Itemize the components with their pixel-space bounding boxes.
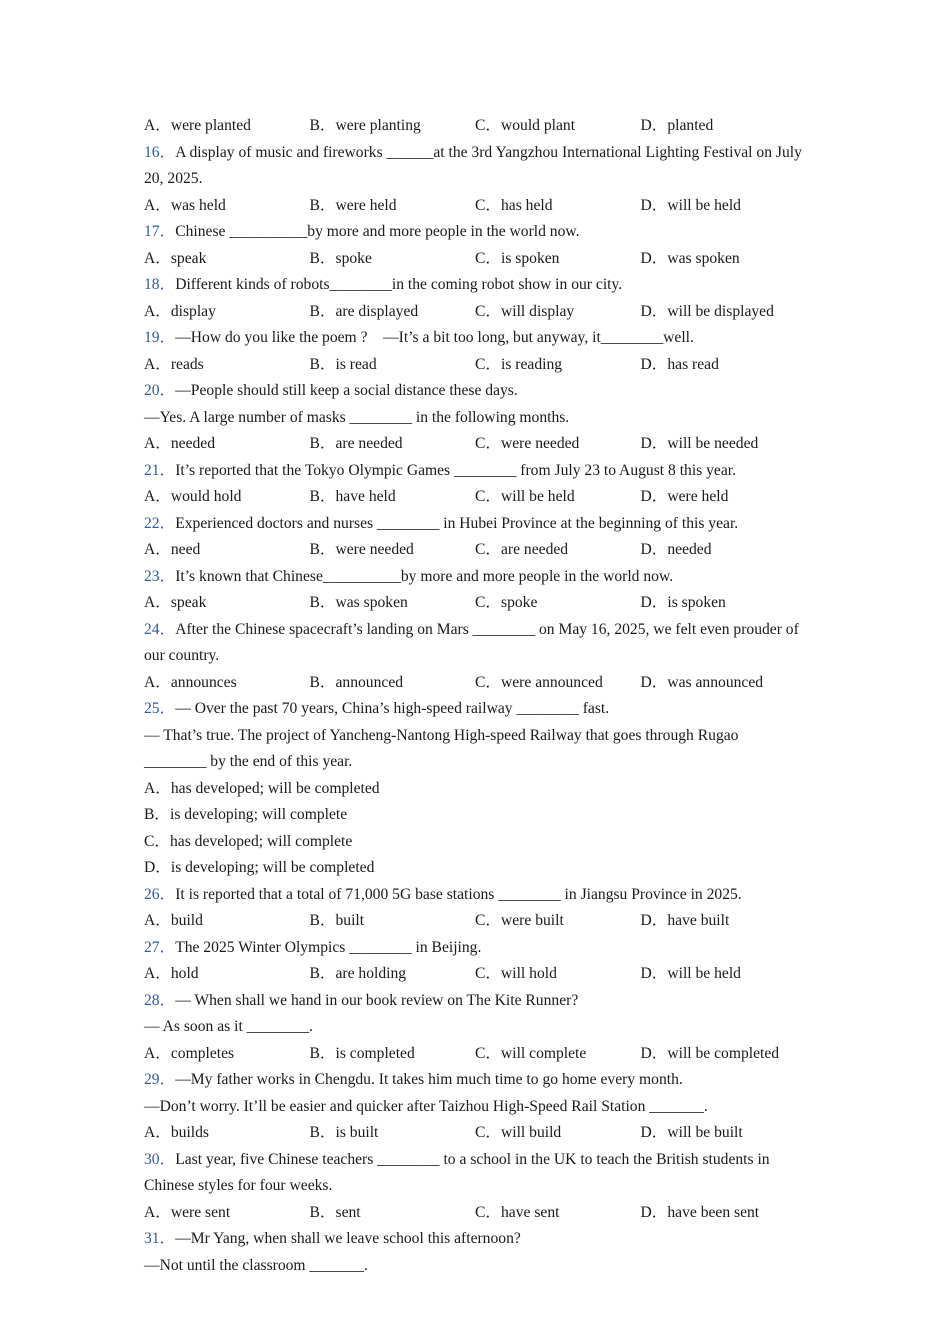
question-stem	[144, 1147, 804, 1200]
option[interactable]: B．were held	[309, 196, 397, 214]
option[interactable]: C．were announced	[475, 673, 603, 691]
option[interactable]: B．is developing; will complete	[144, 806, 348, 823]
options-row	[144, 961, 804, 988]
options-row	[144, 1200, 804, 1227]
question-stem	[144, 617, 804, 670]
option[interactable]: C．has developed; will complete	[144, 832, 353, 850]
option[interactable]: A．were sent	[144, 1203, 231, 1221]
question-list	[144, 140, 804, 1280]
option[interactable]: A．display	[144, 302, 216, 320]
option[interactable]: A．needed	[144, 435, 216, 452]
option[interactable]: D．will be displayed	[640, 302, 774, 320]
question-text: —My father works in Chengdu. It takes him much time to go home every month.	[175, 1071, 683, 1088]
question-number: 23．	[144, 567, 176, 585]
question-17	[144, 219, 804, 272]
question-text: — Over the past 70 years, China’s high-speed railway ________ fast.	[175, 700, 610, 717]
option[interactable]: C．will hold	[475, 965, 557, 982]
option[interactable]: A．would hold	[144, 488, 242, 505]
option[interactable]: B．is completed	[309, 1044, 415, 1062]
option[interactable]: C．is reading	[475, 355, 563, 373]
options-row	[144, 670, 804, 697]
options-row	[144, 246, 804, 273]
option[interactable]: C．will be held	[475, 488, 575, 505]
option[interactable]: D．is spoken	[640, 594, 726, 611]
question-text: Experienced doctors and nurses ________ in Hubei Province at the beginning of this year.	[175, 514, 739, 532]
question-text: After the Chinese spacecraft’s landing on Mars ________ on May 16, 2025, we felt even prouder of our country.	[144, 620, 799, 664]
options-row	[144, 908, 804, 935]
option[interactable]: D．have built	[640, 912, 730, 929]
option[interactable]: D．will be held	[640, 196, 741, 214]
question-stem	[144, 458, 804, 485]
question-number: 25．	[144, 700, 176, 717]
options-grid	[144, 776, 804, 882]
question-number: 17．	[144, 223, 176, 240]
option[interactable]: D．will be built	[640, 1124, 743, 1141]
option[interactable]: D．needed	[640, 541, 712, 558]
question-26	[144, 882, 804, 935]
option[interactable]: B．was spoken	[309, 594, 408, 611]
question-text: It’s reported that the Tokyo Olympic Games ________ from July 23 to August 8 this year.	[175, 461, 736, 479]
question-text: Different kinds of robots________in the coming robot show in our city.	[175, 276, 623, 293]
question-22	[144, 511, 804, 564]
question-27	[144, 935, 804, 988]
question-number: 28．	[144, 991, 176, 1009]
option[interactable]: C．will display	[475, 302, 575, 320]
options-row	[144, 1120, 804, 1147]
options-row	[144, 590, 804, 617]
option[interactable]: A．speak	[144, 249, 207, 267]
option[interactable]: C．will build	[475, 1124, 562, 1141]
options-row	[144, 193, 804, 220]
question-number: 26．	[144, 885, 176, 903]
option[interactable]: B．sent	[309, 1203, 361, 1221]
question-stem	[144, 696, 804, 723]
option[interactable]: A．reads	[144, 355, 204, 373]
question-text: The 2025 Winter Olympics ________ in Beijing.	[175, 938, 482, 956]
question-number: 18．	[144, 276, 176, 293]
question-29	[144, 1067, 804, 1147]
question-number: 20．	[144, 382, 176, 399]
option[interactable]: A．builds	[144, 1124, 209, 1141]
question-number: 19．	[144, 329, 176, 346]
option[interactable]: D．was spoken	[640, 249, 740, 267]
question-stem	[144, 882, 804, 909]
question-stem	[144, 1067, 804, 1094]
option[interactable]: B．built	[309, 912, 365, 929]
option[interactable]: B．spoke	[309, 249, 372, 267]
option[interactable]: D．have been sent	[640, 1203, 760, 1221]
options-row	[144, 1041, 804, 1068]
option[interactable]: C．is spoken	[475, 249, 560, 267]
question-31	[144, 1226, 804, 1279]
option[interactable]: A．were planted	[144, 117, 251, 134]
question-text: A display of music and fireworks ______at the 3rd Yangzhou International Lighting Festival on July 20, 2025.	[144, 143, 802, 187]
question-stem	[144, 511, 804, 538]
dialogue-line: — As soon as it ________.	[144, 1018, 313, 1035]
option[interactable]: D．will be held	[640, 965, 741, 982]
question-text: Chinese __________by more and more people in the world now.	[175, 223, 580, 240]
options-row	[144, 299, 804, 326]
dialogue-line: —Not until the classroom _______.	[144, 1256, 368, 1274]
question-stem	[144, 378, 804, 405]
question-text: Last year, five Chinese teachers ________ to a school in the UK to teach the British students in Chinese styles for four weeks.	[144, 1150, 770, 1194]
question-stem	[144, 140, 804, 193]
dialogue-line: — That’s true. The project of Yancheng-Nantong High-speed Railway that goes through Rugao ________ by the end of this year.	[144, 726, 739, 770]
option[interactable]: A．was held	[144, 196, 226, 214]
option[interactable]: B．are needed	[309, 435, 403, 452]
question-text: It is reported that a total of 71,000 5G base stations ________ in Jiangsu Province in 2025.	[175, 885, 742, 903]
question-number: 27．	[144, 938, 176, 956]
question-stem	[144, 988, 804, 1015]
question-24	[144, 617, 804, 697]
question-text: — When shall we hand in our book review on The Kite Runner?	[175, 991, 579, 1009]
option[interactable]: D．will be needed	[640, 435, 759, 452]
options-row	[144, 484, 804, 511]
option[interactable]: D．was announced	[640, 673, 764, 691]
question-19	[144, 325, 804, 378]
options-row	[144, 431, 804, 458]
option[interactable]: A．announces	[144, 673, 237, 691]
question-stem	[144, 325, 804, 352]
option[interactable]: D．will be completed	[640, 1044, 780, 1062]
option[interactable]: A．hold	[144, 965, 199, 982]
question-23	[144, 564, 804, 617]
option[interactable]: B．have held	[309, 488, 396, 505]
options-row	[144, 113, 804, 140]
question-text: —How do you like the poem ? —It’s a bit too long, but anyway, it________well.	[175, 329, 694, 346]
question-text: —People should still keep a social distance these days.	[175, 382, 518, 399]
option[interactable]: C．would plant	[475, 117, 576, 134]
option[interactable]: B．were needed	[309, 541, 414, 558]
option[interactable]: A．build	[144, 912, 203, 929]
option[interactable]: B．are displayed	[309, 302, 419, 320]
option[interactable]: C．were needed	[475, 435, 580, 452]
options-row	[144, 537, 804, 564]
question-18	[144, 272, 804, 325]
question-number: 31．	[144, 1230, 176, 1247]
option[interactable]: B．is built	[309, 1124, 379, 1141]
option[interactable]: B．were planting	[309, 117, 421, 134]
option[interactable]: B．announced	[309, 673, 404, 691]
question-number: 21．	[144, 461, 176, 479]
question-stem	[144, 219, 804, 246]
option[interactable]: A．completes	[144, 1044, 235, 1062]
worksheet	[144, 113, 804, 1279]
option[interactable]: D．planted	[640, 117, 714, 134]
option[interactable]: C．has held	[475, 196, 553, 214]
question-number: 22．	[144, 514, 176, 532]
dialogue-line: —Don’t worry. It’ll be easier and quicker after Taizhou High-Speed Rail Station _______.	[144, 1097, 708, 1115]
question-stem	[144, 935, 804, 962]
question-number: 29．	[144, 1071, 176, 1088]
option[interactable]: A．has developed; will be completed	[144, 779, 380, 797]
question-16	[144, 140, 804, 220]
question-20	[144, 378, 804, 458]
question-number: 24．	[144, 620, 176, 638]
option[interactable]: D．has read	[640, 355, 719, 373]
option[interactable]: D．were held	[640, 488, 729, 505]
option[interactable]: C．will complete	[475, 1044, 587, 1062]
option[interactable]: C．are needed	[475, 541, 569, 558]
question-text: It’s known that Chinese__________by more and more people in the world now.	[175, 567, 674, 585]
question-stem	[144, 272, 804, 299]
question-stem	[144, 564, 804, 591]
option[interactable]: C．were built	[475, 912, 564, 929]
options-row	[144, 352, 804, 379]
option[interactable]: D．is developing; will be completed	[144, 859, 375, 876]
dialogue-line: —Yes. A large number of masks ________ in the following months.	[144, 408, 570, 426]
question-30	[144, 1147, 804, 1227]
question-28	[144, 988, 804, 1068]
option[interactable]: B．is read	[309, 355, 377, 373]
option[interactable]: A．need	[144, 541, 201, 558]
option[interactable]: B．are holding	[309, 965, 407, 982]
question-text: —Mr Yang, when shall we leave school this afternoon?	[175, 1230, 521, 1247]
question-21	[144, 458, 804, 511]
question-stem	[144, 1226, 804, 1253]
question-25	[144, 696, 804, 882]
option[interactable]: C．have sent	[475, 1203, 560, 1221]
question-number: 16．	[144, 143, 176, 161]
question-number: 30．	[144, 1150, 176, 1168]
option[interactable]: A．speak	[144, 594, 207, 611]
option[interactable]: C．spoke	[475, 594, 538, 611]
